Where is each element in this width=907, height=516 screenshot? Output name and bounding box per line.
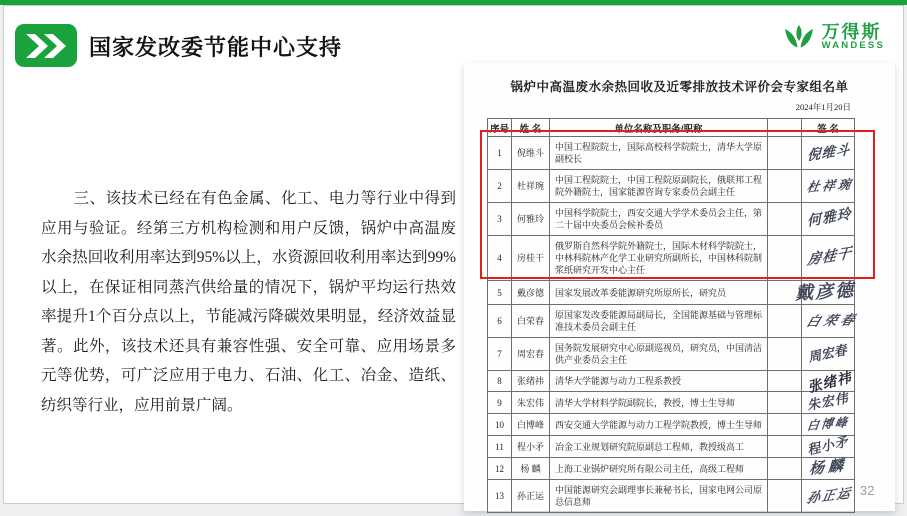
cell-expert-name: 程小矛	[512, 436, 550, 458]
cell-signature	[802, 305, 861, 338]
cell-signature	[802, 203, 855, 236]
slide-page	[3, 5, 904, 507]
expert-table-row	[488, 458, 855, 480]
document-title: 锅炉中高温废水余热回收及近零排放技术评价会专家组名单	[510, 80, 849, 94]
cell-expert-name: 戴彦德	[512, 281, 550, 305]
expert-table-row	[488, 392, 855, 414]
col-header-blank	[768, 119, 802, 137]
cell-affiliation-title: 中国科学院院士，西安交通大学学术委员会主任，第二十届中央委员会候补委员	[550, 203, 768, 236]
handwritten-signature: 周宏春	[807, 341, 849, 365]
cell-expert-name: 杜祥琬	[512, 170, 550, 203]
cell-affiliation-title: 国家发展改革委能源研究所原所长，研究员	[550, 281, 768, 305]
handwritten-signature: 倪维斗	[806, 141, 851, 163]
expert-table-row	[488, 371, 855, 392]
cell-row-number: 7	[488, 338, 512, 371]
cell-blank	[768, 458, 802, 480]
cell-expert-name: 孙正运	[512, 480, 550, 513]
expert-table	[487, 118, 861, 513]
cell-signature	[802, 137, 855, 170]
cell-signature	[802, 480, 855, 513]
cell-expert-name: 张绪祎	[512, 371, 550, 392]
cell-signature	[802, 458, 855, 480]
cell-affiliation-title: 中国工程院院士，国际高校科学院院士，清华大学原副校长	[550, 137, 768, 170]
table-header-row	[488, 119, 855, 137]
cell-row-number: 5	[488, 281, 512, 305]
cell-row-number: 2	[488, 170, 512, 203]
cell-row-number: 4	[488, 236, 512, 281]
expert-table-row	[488, 305, 855, 338]
cell-blank	[768, 236, 802, 281]
cell-affiliation-title: 清华大学能源与动力工程系教授	[550, 371, 768, 392]
cell-affiliation-title: 中国工程院院士，中国工程院原副院长，俄联邦工程院外籍院士，国家能源咨询专家委员会副主任	[550, 170, 768, 203]
handwritten-signature: 程小矛	[805, 433, 851, 458]
cell-affiliation-title: 上海工业锅炉研究所有限公司主任，高级工程师	[550, 458, 768, 480]
handwritten-signature: 杜祥琬	[805, 176, 855, 195]
cell-affiliation-title: 俄罗斯自然科学院外籍院士，国际木材科学院院士，中林科院林产化学工业研究所副所长，中国林科院制浆纸研究开发中心主任	[550, 236, 768, 281]
handwritten-signature: 孙正运	[805, 484, 854, 506]
document-date: 2024年1月20日	[795, 102, 851, 112]
cell-signature	[802, 370, 855, 397]
cell-row-number: 13	[488, 480, 512, 513]
expert-table-row	[488, 236, 855, 281]
expert-table-row	[488, 203, 855, 236]
expert-table-row	[488, 436, 855, 458]
handwritten-signature: 何雅玲	[806, 207, 853, 230]
cell-row-number: 10	[488, 414, 512, 436]
cell-row-number: 11	[488, 436, 512, 458]
handwritten-signature: 戴彦德	[794, 280, 856, 304]
cell-expert-name: 倪维斗	[512, 137, 550, 170]
cell-row-number: 8	[488, 371, 512, 392]
cell-expert-name: 周宏春	[512, 338, 550, 371]
cell-affiliation-title: 西安交通大学能源与动力工程学院教授，博士生导师	[550, 414, 768, 436]
handwritten-signature: 白博峰	[806, 415, 850, 433]
cell-affiliation-title: 冶金工业规划研究院原副总工程师，教授级高工	[550, 436, 768, 458]
col-header-title: 单位名称及职务/职称	[550, 119, 768, 137]
cell-blank	[768, 137, 802, 170]
title-bullet-badge	[15, 24, 77, 67]
cell-expert-name: 何雅玲	[512, 203, 550, 236]
cell-expert-name: 杨 麟	[512, 458, 550, 480]
cell-blank	[768, 414, 802, 436]
cell-signature	[802, 338, 855, 371]
cell-signature	[802, 236, 855, 281]
cell-blank	[768, 436, 802, 458]
cell-signature	[802, 414, 855, 436]
technology-description-paragraph: 三、该技术已经在有色金属、化工、电力等行业中得到应用与验证。经第三方机构检测和用户反馈，锅炉中高温废水余热回收利用率达到95%以上，水资源回收利用率达到99%以上，在保证相同蒸汽供给量的情况下，锅炉平均运行热效率提升1个百分点以上，节能减污降碳效果明显，经济效益显著。此外，该技术还具有兼容性强、安全可靠、应用场景多元等优势，可广泛应用于电力、石油、化工、冶金、造纸、纺织等行业，应用前景广阔。	[41, 190, 456, 414]
expert-table-row	[488, 137, 855, 170]
wandess-plant-icon	[782, 20, 816, 54]
cell-expert-name: 白博峰	[512, 414, 550, 436]
scanned-expert-list-document	[464, 63, 895, 511]
cell-row-number: 1	[488, 137, 512, 170]
handwritten-signature: 张绪祎	[806, 370, 854, 397]
col-header-no: 序号	[488, 119, 512, 137]
expert-table-row	[488, 414, 855, 436]
cell-signature	[802, 433, 855, 458]
cell-blank	[768, 203, 802, 236]
handwritten-signature: 杨麟	[808, 457, 848, 479]
cell-expert-name: 朱宏伟	[512, 392, 550, 414]
col-header-name: 姓 名	[512, 119, 550, 137]
cell-row-number: 6	[488, 305, 512, 338]
handwritten-signature: 白荣春	[804, 311, 861, 329]
cell-row-number: 9	[488, 392, 512, 414]
cell-affiliation-title: 原国家发改委能源局副局长，全国能源基础与管理标准技术委员会副主任	[550, 305, 768, 338]
handwritten-signature: 房桂干	[806, 246, 853, 269]
double-chevron-icon	[24, 33, 68, 59]
cell-blank	[768, 170, 802, 203]
expert-table-row	[488, 281, 855, 305]
cell-blank	[768, 305, 802, 338]
brand-name-en: WANDESS	[821, 40, 885, 52]
cell-expert-name: 白荣春	[512, 305, 550, 338]
expert-table-row	[488, 170, 855, 203]
cell-row-number: 3	[488, 203, 512, 236]
cell-blank	[768, 480, 802, 513]
page-number: 32	[860, 483, 875, 498]
cell-affiliation-title: 清华大学材料学院副院长，教授，博士生导师	[550, 392, 768, 414]
brand-name-cn: 万得斯	[821, 21, 882, 42]
cell-blank	[768, 371, 802, 392]
cell-blank	[768, 392, 802, 414]
expert-table-row	[488, 480, 855, 513]
brand-logo	[782, 20, 885, 54]
cell-signature	[802, 170, 855, 203]
page-title: 国家发改委节能中心支持	[89, 35, 343, 60]
cell-affiliation-title: 中国能源研究会副理事长兼秘书长，国家电网公司原总信息师	[550, 480, 768, 513]
cell-signature	[794, 280, 856, 305]
cell-blank	[768, 338, 802, 371]
cell-row-number: 12	[488, 458, 512, 480]
col-header-signature: 签 名	[802, 119, 855, 137]
cell-affiliation-title: 国务院发展研究中心原副巡视员，研究员，中国清洁供产业委员会主任	[550, 338, 768, 371]
expert-table-row	[488, 338, 855, 371]
cell-expert-name: 房桂干	[512, 236, 550, 281]
brand-logo-text	[822, 23, 885, 52]
handwritten-signature: 朱宏伟	[805, 390, 850, 413]
